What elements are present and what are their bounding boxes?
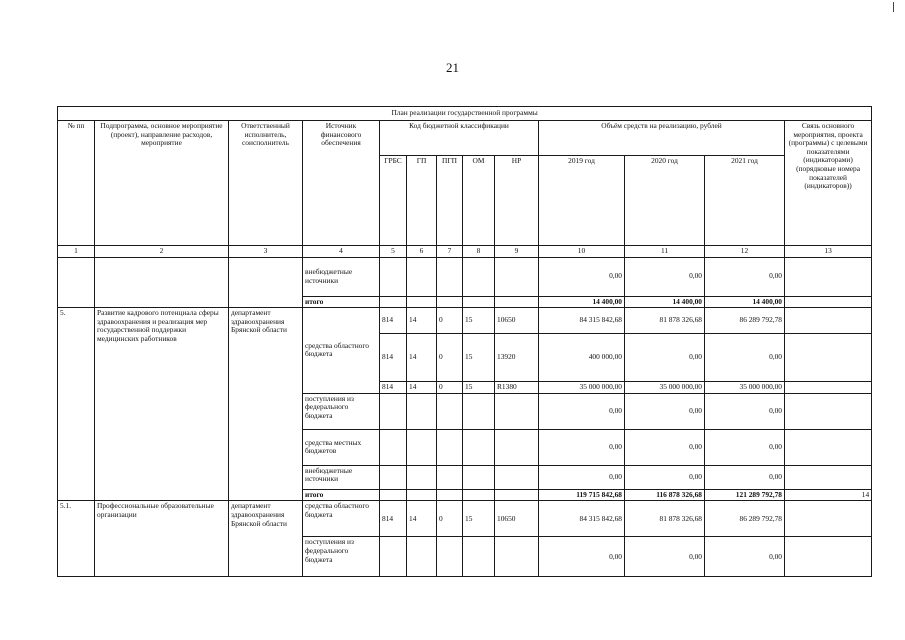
page-number: 21 <box>446 60 459 75</box>
header-budget-code: Код бюджетной классификации <box>380 121 539 156</box>
cell-name: Профессиональные образовательные организации <box>95 501 229 577</box>
cell-2021: 121 289 792,78 <box>705 489 785 501</box>
cell-gp: 14 <box>407 382 437 394</box>
cell-source: внебюджетные источники <box>303 257 380 296</box>
col-number: 1 <box>58 246 95 258</box>
cell-2019: 84 315 842,68 <box>539 308 625 334</box>
table-row <box>58 257 872 296</box>
header-gp: ГП <box>407 156 437 246</box>
header-responsible: Ответственный исполнитель, соисполнитель <box>229 121 303 246</box>
col-number: 2 <box>95 246 229 258</box>
cell-2020: 0,00 <box>625 429 705 465</box>
cell-source: поступления из федерального бюджета <box>303 537 380 577</box>
cell-source: внебюджетные источники <box>303 465 380 489</box>
cell-2020: 0,00 <box>625 257 705 296</box>
cell-link <box>785 334 872 382</box>
cell-2019: 0,00 <box>539 429 625 465</box>
cell-responsible: департамент здравоохранения Брянской области <box>229 308 303 501</box>
cell-2019: 400 000,00 <box>539 334 625 382</box>
cell-link <box>785 393 872 429</box>
cell-2019: 14 400,00 <box>539 296 625 308</box>
plan-table <box>57 106 872 577</box>
cell-pgp: 0 <box>437 334 463 382</box>
col-number: 4 <box>303 246 380 258</box>
cell-source: средства областного бюджета <box>303 501 380 537</box>
cell-source: итого <box>303 296 380 308</box>
header-source: Источник финансового обеспечения <box>303 121 380 246</box>
cell-2021: 86 289 792,78 <box>705 308 785 334</box>
cell-2020: 81 878 326,68 <box>625 501 705 537</box>
cell-2019: 0,00 <box>539 537 625 577</box>
cell-2020: 81 878 326,68 <box>625 308 705 334</box>
header-subprogram: Подпрограмма, основное мероприятие (проект), направление расходов, мероприятие <box>95 121 229 246</box>
table-caption: План реализации государственной программы <box>58 107 872 121</box>
cell-name <box>95 257 229 308</box>
col-number: 13 <box>785 246 872 258</box>
cell-link <box>785 308 872 334</box>
col-number: 3 <box>229 246 303 258</box>
cell-grbs: 814 <box>380 501 407 537</box>
cell-2020: 35 000 000,00 <box>625 382 705 394</box>
cell-2021: 14 400,00 <box>705 296 785 308</box>
cell-2021: 35 000 000,00 <box>705 382 785 394</box>
col-number: 8 <box>463 246 495 258</box>
cell-pgp: 0 <box>437 308 463 334</box>
cell-nr: 13920 <box>495 334 539 382</box>
cell-2021: 0,00 <box>705 393 785 429</box>
cell-grbs: 814 <box>380 308 407 334</box>
cell-om: 15 <box>463 382 495 394</box>
col-number: 5 <box>380 246 407 258</box>
header-num: № пп <box>58 121 95 246</box>
table-row <box>58 501 872 537</box>
cell-source: поступления из федерального бюджета <box>303 393 380 429</box>
cell-2020: 0,00 <box>625 393 705 429</box>
cell-2020: 0,00 <box>625 334 705 382</box>
header-link: Связь основного мероприятия, проекта (программы) с целевыми показателями (индикаторами) (порядковые номера показателей (индикаторов)) <box>785 121 872 246</box>
cell-2019: 119 715 842,68 <box>539 489 625 501</box>
cell-source: итого <box>303 489 380 501</box>
margin-mark <box>893 2 894 12</box>
cell-source: средства местных бюджетов <box>303 429 380 465</box>
cell-nr: R1380 <box>495 382 539 394</box>
cell-link: 14 <box>785 489 872 501</box>
header-om: ОМ <box>463 156 495 246</box>
col-number: 9 <box>495 246 539 258</box>
column-number-row <box>58 246 872 258</box>
col-number: 10 <box>539 246 625 258</box>
cell-2019: 35 000 000,00 <box>539 382 625 394</box>
cell-2021: 0,00 <box>705 257 785 296</box>
cell-om: 15 <box>463 308 495 334</box>
header-2021: 2021 год <box>705 156 785 246</box>
cell-link <box>785 296 872 308</box>
col-number: 6 <box>407 246 437 258</box>
cell-responsible: департамент здравоохранения Брянской области <box>229 501 303 577</box>
cell-num <box>58 257 95 308</box>
cell-2021: 0,00 <box>705 334 785 382</box>
cell-pgp: 0 <box>437 501 463 537</box>
cell-nr: 10650 <box>495 308 539 334</box>
cell-grbs: 814 <box>380 382 407 394</box>
header-volume: Объём средств на реализацию, рублей <box>539 121 785 156</box>
cell-responsible <box>229 257 303 308</box>
table-row <box>58 308 872 334</box>
cell-2020: 0,00 <box>625 537 705 577</box>
cell-link <box>785 465 872 489</box>
cell-pgp: 0 <box>437 382 463 394</box>
header-nr: НР <box>495 156 539 246</box>
cell-link <box>785 382 872 394</box>
header-grbs: ГРБС <box>380 156 407 246</box>
cell-2019: 0,00 <box>539 465 625 489</box>
col-number: 11 <box>625 246 705 258</box>
cell-2020: 116 878 326,68 <box>625 489 705 501</box>
cell-link <box>785 429 872 465</box>
cell-gp: 14 <box>407 501 437 537</box>
col-number: 7 <box>437 246 463 258</box>
cell-link <box>785 257 872 296</box>
cell-gp: 14 <box>407 308 437 334</box>
header-2020: 2020 год <box>625 156 705 246</box>
cell-gp: 14 <box>407 334 437 382</box>
cell-link <box>785 501 872 537</box>
cell-2019: 0,00 <box>539 393 625 429</box>
cell-2021: 0,00 <box>705 429 785 465</box>
cell-om: 15 <box>463 334 495 382</box>
cell-link <box>785 537 872 577</box>
cell-2019: 84 315 842,68 <box>539 501 625 537</box>
cell-nr: 10650 <box>495 501 539 537</box>
cell-om: 15 <box>463 501 495 537</box>
header-pgp: ПГП <box>437 156 463 246</box>
cell-2019: 0,00 <box>539 257 625 296</box>
cell-num: 5.1. <box>58 501 95 577</box>
cell-2020: 14 400,00 <box>625 296 705 308</box>
cell-2021: 0,00 <box>705 465 785 489</box>
cell-2021: 86 289 792,78 <box>705 501 785 537</box>
cell-num: 5. <box>58 308 95 501</box>
header-2019: 2019 год <box>539 156 625 246</box>
cell-name: Развитие кадрового потенциала сферы здравоохранения и реализация мер государственной поддержки медицинских работников <box>95 308 229 501</box>
cell-2021: 0,00 <box>705 537 785 577</box>
cell-source: средства областного бюджета <box>303 308 380 394</box>
cell-grbs: 814 <box>380 334 407 382</box>
cell-2020: 0,00 <box>625 465 705 489</box>
col-number: 12 <box>705 246 785 258</box>
